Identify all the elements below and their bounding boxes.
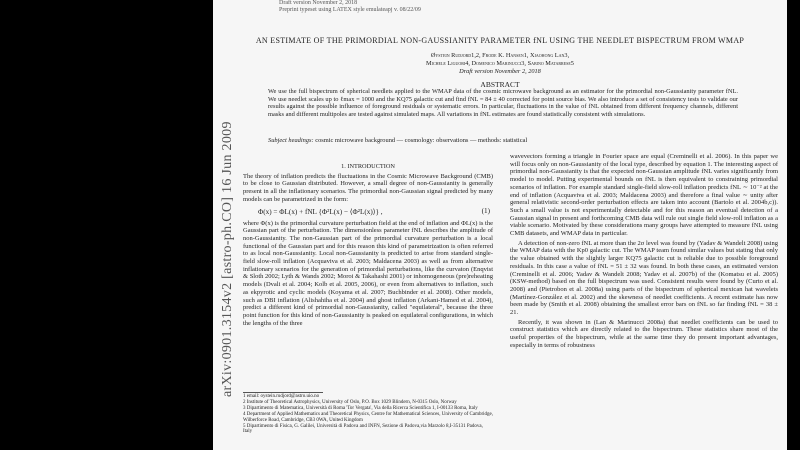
subject-headings (268, 137, 738, 145)
abstract-heading: ABSTRACT (480, 80, 520, 89)
right-paragraph-2: A detection of non-zero fNL at more than the 2σ level was found by (Yadav & Wandelt 2008) using the WMAP data with the Kp0 galactic cut. The WMAP team found similar values but stating that only the value obtained with the slightly larger KQ75 galactic cut is reliable due to possible foreground residuals. In this case a value of fNL = 51 ± 32 was found. In both these cases, an estimated version (Creminelli et al. 2006; Yadav & Wandelt 2008; Yadav et al. 2007b) of the (Komatsu et al. 2005) (KSW-method) based on the full bispectrum was used. Consistent results were found by (Curto et al. 2008) and (Pietrobon et al. 2008a) using parts of the bispectrum of spherical mexican hat wavelets (Martínez-González et al. 2002) and the skewness of needlet coefficients. A recent estimate has now been made by (Smith et al. 2008) obtaining the smallest error bars on fNL so far finding fNL = 38 ± 21. (510, 239, 778, 317)
right-column (510, 153, 778, 350)
arxiv-id: arXiv:0901.3154v2 [astro-ph.CO] 16 Jun 2009 (220, 121, 235, 397)
footnote-rule (243, 392, 323, 393)
footnote-2: 2 Institute of Theoretical Astrophysics, University of Oslo, P.O. Box 1029 Blindern, N-0315 Oslo, Norway (243, 399, 457, 405)
running-header (279, 0, 421, 14)
draft-date: Draft version November 2, 2018 (459, 68, 541, 75)
subject-list: cosmic microwave background — cosmology: observations — methods: statistical (315, 137, 528, 144)
footnote-1: 1 email: oystein.rudjord@astro.uio.no (243, 394, 320, 399)
equation-number: (1) (481, 207, 490, 215)
paper-title: AN ESTIMATE OF THE PRIMORDIAL NON-GAUSSIANITY PARAMETER fNL USING THE NEEDLET BISPECTRUM FROM WMAP (255, 36, 745, 45)
intro-paragraph-1: The theory of inflation predicts the fluctuations in the Cosmic Microwave Background (CMB) to be close to Gaussian distributed. However, a small degree of non-Gaussianity is generally present in all the inflationary scenarios. The primordial non-Gaussian signal predicted by many models can be parametrized in the form: (243, 172, 493, 203)
footnote-4: 4 Department of Applied Mathematics and Theoretical Physics, Centre for Mathematical Sciences, University of Cambridge, Wilberforce Road, Cambridge, CB3 0WA, United Kingdom (243, 411, 493, 423)
header-preprint-line: Preprint typeset using LATEX style emulateapj v. 08/22/09 (279, 7, 421, 13)
footnotes (243, 394, 493, 435)
right-paragraph-3: Recently, it was shown in (Lan & Marinucci 2008a) that needlet coefficients can be used to construct statistics which are directly related to the bispectrum. These statistics share most of the useful properties of the bispectrum, while at the same time they do present important advantages, especially in terms of robustness (510, 318, 778, 349)
right-paragraph-1: wavevectors forming a triangle in Fourier space are equal (Creminelli et al. 2006). In this paper we will focus only on non-Gaussianity of the local type, described by equation 1. The interesting aspect of primordial non-Gaussianity is that the expected non-Gaussian amplitude fNL varies significantly from model to model. Putting experimental bounds on fNL is then equivalent to constraining primordial scenarios of inflation. For example standard single-field slow-roll inflation predicts fNL ∼ 10⁻² at the end of inflation (Acquaviva et al. 2003; Maldacena 2003) and therefore a final value ∼ unity after general relativistic second-order perturbation effects are taken into account (Bartolo et al. 2004b,c)). Such a small value is not experimentally detectable and for this reason an eventual detection of a Gaussian signal in present and forthcoming CMB data will rule out single field slow-roll inflation as a viable scenario. Motivated by these considerations many groups have attempted to measure fNL using CMB datasets, and WMAP data in particular. (510, 153, 778, 238)
header-draft-line: Draft version November 2, 2018 (279, 0, 358, 6)
intro-paragraph-2: where Φ(x) is the primordial curvature perturbation field at the end of inflation and ΦL(x) is the Gaussian part of the perturbation. The dimensionless parameter fNL describes the amplitude of non-Gaussianity. The non-Gaussian part of the primordial curvature perturbation is a local functional of the Gaussian part and for this reason this kind of parametrization is often referred to as local non-Gaussianity. Local non-Gaussianity is predicted to arise from standard single-field slow-roll inflation (Acquaviva et al. 2003; Maldacena 2003) as well as from alternative inflationary scenarios for the generation of primordial perturbations, like the curvaton (Enqvist & Sloth 2002; Lyth & Wands 2002; Moroi & Takahashi 2001) or inhomogeneous (pre)reheating models (Dvali et al. 2004; Kolb et al. 2005, 2006), or even from alternatives to inflation, such as ekpyrotic and cyclic models (Koyama et al. 2007; Buchbinder et al. 2008). Other models, such as DBI inflation (Alishahiha et al. 2004) and ghost inflation (Arkani-Hamed et al. 2004), predict a different kind of primordial non-Gaussianity, called "equilateral", because the three point function for this kind of non-Gaussianity is peaked on equilateral configurations, in which the lengths of the three (243, 219, 493, 327)
abstract-text: We use the full bispectrum of spherical needlets applied to the WMAP data of the cosmic microwave background as an estimator for the primordial non-Gaussianity parameter fNL. We use needlet scales up to ℓmax = 1000 and the KQ75 galactic cut and find fNL = 84 ± 40 corrected for point source bias. We also introduce a set of consistency tests to validate our results against the possible influence of foreground residuals or systematic errors. In particular, fluctuations in the value of fNL obtained from different frequency channels, different masks and different multipoles are tested against simulated maps. All variations in fNL estimates are found statistically consistent with simulations. (268, 88, 738, 118)
footnote-3: 3 Dipartimento di Matematica, Università di Roma 'Tor Vergata', Via della Ricerca Scientifica 1, I-00133 Roma, Italy (243, 405, 478, 411)
arxiv-stamp (218, 97, 234, 397)
section-heading-introduction: 1. INTRODUCTION (341, 163, 395, 170)
authors-line-1: Øystein Rudjord1,2, Frode K. Hansen1, Xiaohong Lan3, (430, 52, 570, 59)
subject-label: Subject headings: (268, 137, 314, 144)
equation-1 (258, 207, 490, 216)
authors-line-2: Michele Liguori4, Domenico Marinucci3, Sabino Matarrese5 (426, 60, 574, 67)
left-column (243, 163, 493, 327)
author-block (240, 52, 760, 76)
footnote-5: 5 Dipartimento di Fisica, G. Galilei, Università di Padova and INFN, Sezione di Padova,via Marzolo 8,I-35131 Padova, Italy (243, 423, 483, 435)
equation-body: Φ(x) = ΦL(x) + fNL {Φ²L(x) − ⟨Φ²L(x)⟩} , (258, 208, 383, 216)
